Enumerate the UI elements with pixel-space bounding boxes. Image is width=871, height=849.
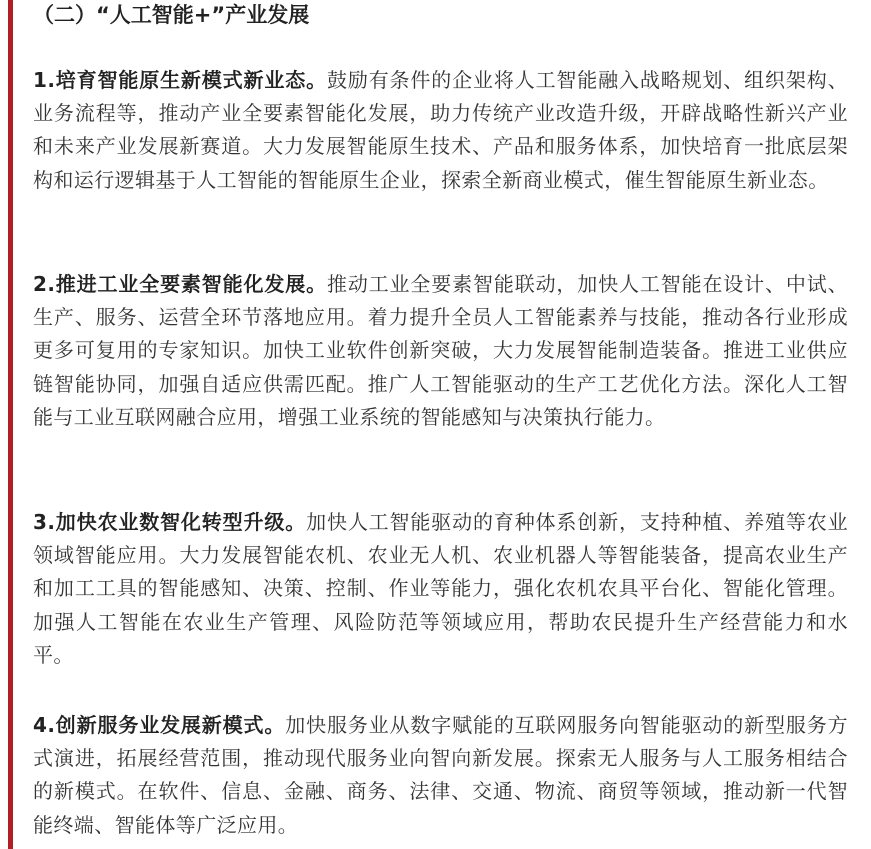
paragraph-2-lead: 2.推进工业全要素智能化发展。 bbox=[33, 272, 327, 296]
paragraph-4-lead: 4.创新服务业发展新模式。 bbox=[33, 713, 286, 737]
left-accent-bar bbox=[8, 0, 13, 849]
paragraph-2 bbox=[33, 268, 848, 434]
article-content bbox=[33, 0, 853, 837]
paragraph-4-body: 加快服务业从数字赋能的互联网服务向智能驱动的新型服务方式演进，拓展经营范围，推动现代服务业向智向新发展。探索无人服务与人工服务相结合的新模式。在软件、信息、金融、商务、法律、交通、物流、商贸等领域，推动新一代智能终端、智能体等广泛应用。 bbox=[33, 713, 848, 837]
section-title: （二）“人工智能+”产业发展 bbox=[33, 3, 310, 27]
paragraph-1-body: 鼓励有条件的企业将人工智能融入战略规划、组织架构、业务流程等，推动产业全要素智能化发展，助力传统产业改造升级，开辟战略性新兴产业和未来产业发展新赛道。大力发展智能原生技术、产品和服务体系，加快培育一批底层架构和运行逻辑基于人工智能的智能原生企业，探索全新商业模式，催生智能原生新业态。 bbox=[33, 68, 849, 192]
paragraph-4 bbox=[33, 709, 848, 842]
paragraph-2-body: 推动工业全要素智能联动，加快人工智能在设计、中试、生产、服务、运营全环节落地应用。着力提升全员人工智能素养与技能，推动各行业形成更多可复用的专家知识。加快工业软件创新突破，大力发展智能制造装备。推进工业供应链智能协同，加强自适应供需匹配。推广人工智能驱动的生产工艺优化方法。深化人工智能与工业互联网融合应用，增强工业系统的智能感知与决策执行能力。 bbox=[33, 272, 849, 429]
paragraph-3-lead: 3.加快农业数智化转型升级。 bbox=[33, 510, 307, 534]
paragraph-1 bbox=[33, 64, 848, 197]
paragraph-1-lead: 1.培育智能原生新模式新业态。 bbox=[33, 68, 327, 92]
paragraph-3 bbox=[33, 506, 848, 672]
paragraph-3-body: 加快人工智能驱动的育种体系创新，支持种植、养殖等农业领域智能应用。大力发展智能农机、农业无人机、农业机器人等智能装备，提高农业生产和加工工具的智能感知、决策、控制、作业等能力，强化农机农具平台化、智能化管理。加强人工智能在农业生产管理、风险防范等领域应用，帮助农民提升生产经营能力和水平。 bbox=[33, 510, 848, 667]
